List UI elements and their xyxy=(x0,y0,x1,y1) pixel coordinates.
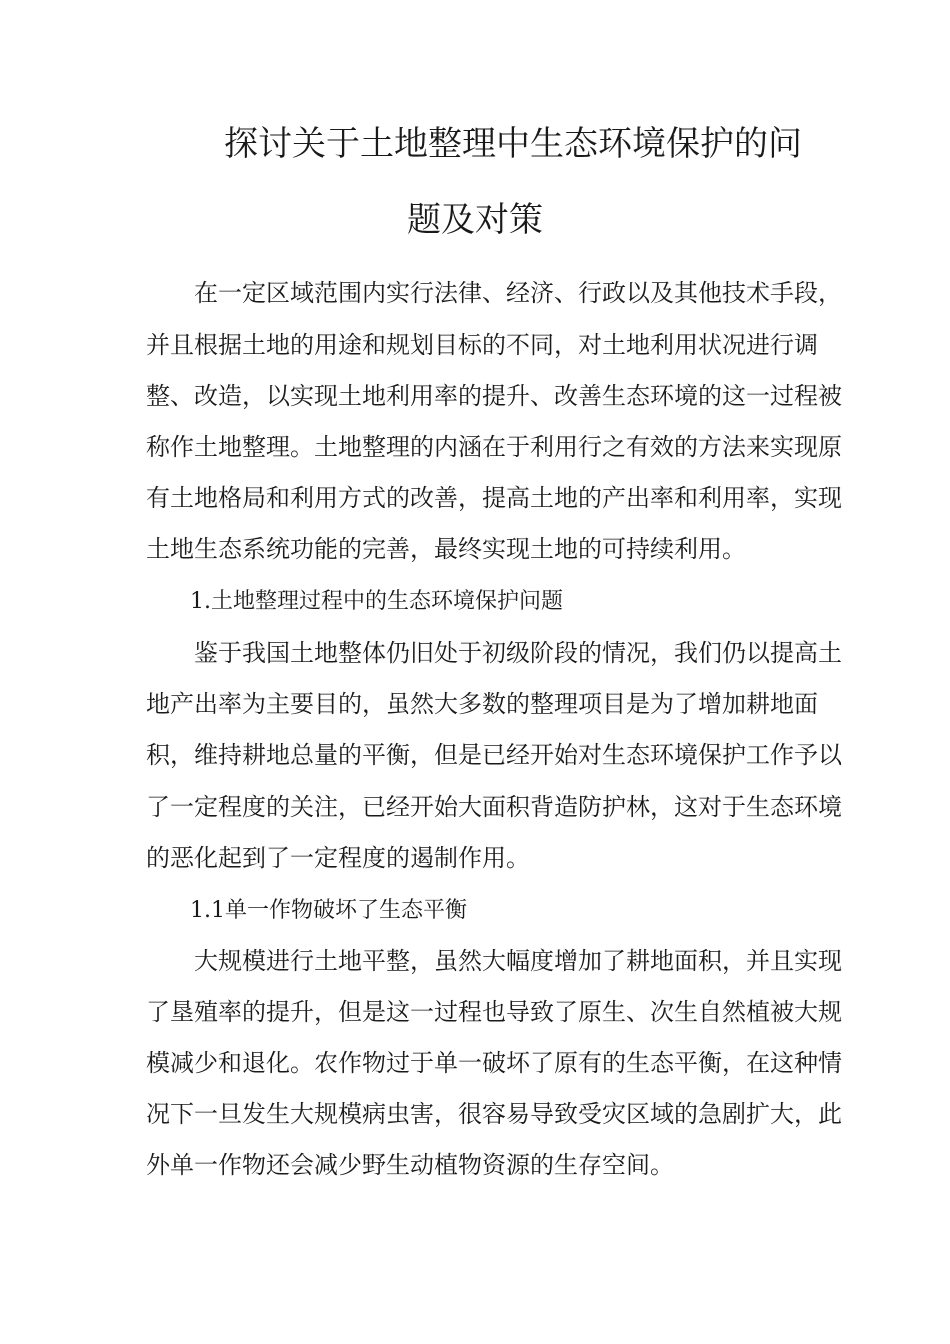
paragraph-1-line: 有土地格局和利用方式的改善，提高土地的产出率和利用率，实现 xyxy=(146,484,842,512)
paragraph-3-line: 模减少和退化。农作物过于单一破坏了原有的生态平衡，在这种情 xyxy=(146,1049,842,1077)
paragraph-1-line: 土地生态系统功能的完善，最终实现土地的可持续利用。 xyxy=(146,535,746,563)
paragraph-3-line: 外单一作物还会减少野生动植物资源的生存空间。 xyxy=(146,1151,674,1179)
paragraph-3-line: 大规模进行土地平整，虽然大幅度增加了耕地面积，并且实现 xyxy=(146,947,842,975)
paragraph-1-line: 整、改造，以实现土地利用率的提升、改善生态环境的这一过程被 xyxy=(146,382,842,410)
paragraph-1-line: 称作土地整理。土地整理的内涵在于利用行之有效的方法来实现原 xyxy=(146,433,842,461)
document-title-line-2: 题及对策 xyxy=(407,200,543,240)
paragraph-2-line: 鉴于我国土地整体仍旧处于初级阶段的情况，我们仍以提高土 xyxy=(146,639,842,667)
paragraph-3-line: 况下一旦发生大规模病虫害，很容易导致受灾区域的急剧扩大，此 xyxy=(146,1100,842,1128)
paragraph-2-line: 了一定程度的关注，已经开始大面积背造防护林，这对于生态环境 xyxy=(146,793,842,821)
paragraph-2-line: 积，维持耕地总量的平衡，但是已经开始对生态环境保护工作予以 xyxy=(146,741,842,769)
paragraph-2-line: 地产出率为主要目的，虽然大多数的整理项目是为了增加耕地面 xyxy=(146,690,818,718)
section-heading-1-1: 1.1单一作物破坏了生态平衡 xyxy=(190,898,467,923)
paragraph-1-line: 并且根据土地的用途和规划目标的不同，对土地利用状况进行调 xyxy=(146,331,818,359)
paragraph-1-line: 在一定区域范围内实行法律、经济、行政以及其他技术手段， xyxy=(146,279,842,307)
paragraph-2-line: 的恶化起到了一定程度的遏制作用。 xyxy=(146,844,530,872)
paragraph-3-line: 了垦殖率的提升，但是这一过程也导致了原生、次生自然植被大规 xyxy=(146,998,842,1026)
section-heading-1: 1.土地整理过程中的生态环境保护问题 xyxy=(190,589,563,614)
document-title-line-1: 探讨关于土地整理中生态环境保护的问 xyxy=(224,124,802,164)
